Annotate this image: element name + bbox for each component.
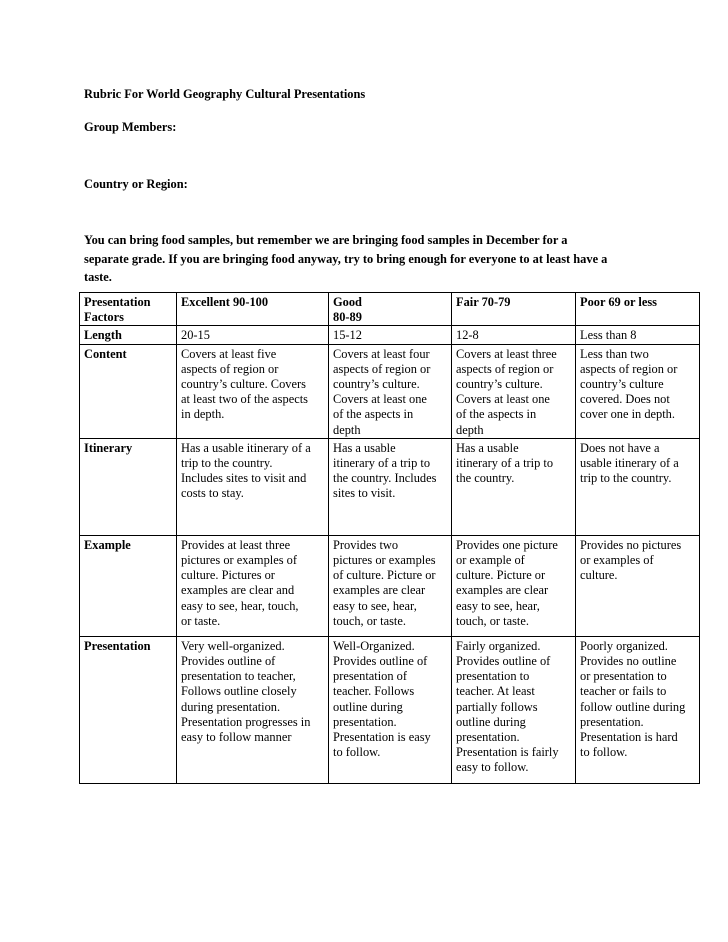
criteria-text-line: Provides outline of: [333, 654, 428, 669]
criteria-text-line: presentation of: [333, 669, 407, 684]
rubric-header-row: [80, 293, 700, 326]
criteria-text-line: aspects of region or: [181, 361, 279, 376]
note-line: separate grade. If you are bringing food anyway, try to bring enough for everyone to at least have a: [84, 251, 608, 266]
criteria-text-line: easy to follow manner: [181, 730, 292, 745]
criteria-text-line: in depth.: [181, 407, 225, 422]
factor-cell: Example: [80, 535, 177, 636]
criteria-cell-fair: [452, 344, 576, 438]
criteria-text-line: covered. Does not: [580, 392, 670, 407]
header-text-line: Poor 69 or less: [580, 295, 657, 309]
criteria-cell-fair: [452, 636, 576, 783]
criteria-text-line: Well-Organized.: [333, 638, 415, 653]
criteria-text-line: depth: [456, 422, 484, 437]
criteria-cell-poor: [576, 326, 700, 344]
criteria-cell-poor: [576, 535, 700, 636]
criteria-text-line: itinerary of a trip to: [333, 456, 431, 471]
criteria-text-line: 15-12: [333, 328, 362, 343]
criteria-text-line: Presentation is easy: [333, 730, 431, 745]
criteria-text-line: usable itinerary of a: [580, 456, 679, 471]
criteria-text-line: the country. Includes: [333, 471, 437, 486]
criteria-cell-excellent: [177, 636, 329, 783]
criteria-text-line: outline during: [456, 714, 526, 729]
header-text-line: Factors: [84, 310, 124, 325]
criteria-text-line: outline during: [333, 699, 403, 714]
header-text-line: Fair 70-79: [456, 295, 511, 309]
food-samples-note: [84, 231, 664, 287]
criteria-text-line: Presentation progresses in: [181, 714, 311, 729]
criteria-text-line: teacher. Follows: [333, 684, 415, 699]
criteria-cell-good: [329, 636, 452, 783]
criteria-text-line: Very well-organized.: [181, 638, 285, 653]
criteria-cell-good: [329, 326, 452, 344]
criteria-cell-excellent: [177, 438, 329, 535]
header-text-line: 80-89: [333, 310, 362, 325]
country-region-label: Country or Region:: [84, 177, 188, 191]
criteria-text-line: pictures or examples: [333, 553, 436, 568]
header-text-line: Presentation: [84, 295, 151, 309]
criteria-text-line: country’s culture. Covers: [181, 377, 306, 392]
criteria-cell-fair: [452, 326, 576, 344]
criteria-text-line: during presentation.: [181, 699, 281, 714]
rubric-row: [80, 636, 700, 783]
criteria-text-line: Less than 8: [580, 328, 637, 343]
criteria-text-line: examples are clear and: [181, 583, 295, 598]
criteria-text-line: of culture. Picture or: [333, 568, 436, 583]
criteria-text-line: to follow.: [333, 745, 381, 760]
criteria-text-line: presentation.: [580, 714, 644, 729]
rubric-row: [80, 344, 700, 438]
criteria-text-line: country’s culture.: [333, 377, 420, 392]
criteria-text-line: aspects of region or: [333, 361, 431, 376]
criteria-cell-poor: [576, 636, 700, 783]
note-line: taste.: [84, 270, 112, 284]
criteria-text-line: Provides no pictures: [580, 537, 682, 552]
document-title: Rubric For World Geography Cultural Presentations: [84, 87, 366, 101]
factor-cell: Content: [80, 344, 177, 438]
criteria-text-line: aspects of region or: [580, 361, 678, 376]
criteria-text-line: Fairly organized.: [456, 638, 541, 653]
criteria-text-line: presentation to: [456, 669, 530, 684]
criteria-text-line: Less than two: [580, 346, 649, 361]
criteria-text-line: of the aspects in: [333, 407, 414, 422]
criteria-cell-excellent: [177, 326, 329, 344]
criteria-text-line: culture. Picture or: [456, 568, 546, 583]
criteria-text-line: or taste.: [181, 613, 221, 628]
criteria-text-line: or presentation to: [580, 669, 667, 684]
criteria-text-line: presentation to teacher,: [181, 669, 296, 684]
criteria-text-line: partially follows: [456, 699, 538, 714]
criteria-text-line: Provides one picture: [456, 537, 558, 552]
criteria-text-line: follow outline during: [580, 699, 686, 714]
criteria-text-line: costs to stay.: [181, 486, 244, 501]
criteria-text-line: Provides outline of: [181, 654, 276, 669]
header-text-line: Good: [333, 295, 362, 309]
criteria-text-line: 20-15: [181, 328, 210, 343]
criteria-text-line: Does not have a: [580, 440, 660, 455]
rubric-header-cell: [452, 293, 576, 326]
criteria-text-line: Provides outline of: [456, 654, 551, 669]
criteria-text-line: Covers at least one: [333, 392, 427, 407]
criteria-text-line: of the aspects in: [456, 407, 537, 422]
criteria-text-line: easy to follow.: [456, 760, 529, 775]
criteria-text-line: Provides two: [333, 537, 399, 552]
criteria-cell-fair: [452, 438, 576, 535]
criteria-text-line: culture. Pictures or: [181, 568, 275, 583]
criteria-text-line: Presentation is hard: [580, 730, 678, 745]
factor-cell: Presentation: [80, 636, 177, 783]
criteria-text-line: culture.: [580, 568, 618, 583]
criteria-text-line: Provides at least three: [181, 537, 291, 552]
criteria-cell-good: [329, 438, 452, 535]
criteria-cell-excellent: [177, 344, 329, 438]
criteria-text-line: presentation.: [456, 730, 520, 745]
rubric-header-cell: [576, 293, 700, 326]
criteria-text-line: presentation.: [333, 714, 397, 729]
criteria-text-line: Covers at least three: [456, 346, 557, 361]
criteria-text-line: to follow.: [580, 745, 628, 760]
criteria-text-line: country’s culture.: [456, 377, 543, 392]
criteria-text-line: Has a usable: [456, 440, 519, 455]
criteria-text-line: Presentation is fairly: [456, 745, 559, 760]
criteria-text-line: Provides no outline: [580, 654, 677, 669]
criteria-cell-excellent: [177, 535, 329, 636]
criteria-cell-good: [329, 535, 452, 636]
criteria-text-line: easy to see, hear,: [456, 598, 540, 613]
criteria-text-line: Covers at least five: [181, 346, 277, 361]
criteria-text-line: pictures or examples of: [181, 553, 297, 568]
criteria-text-line: Poorly organized.: [580, 638, 668, 653]
rubric-table: [79, 292, 700, 784]
criteria-text-line: sites to visit.: [333, 486, 396, 501]
criteria-text-line: or examples of: [580, 553, 654, 568]
criteria-text-line: 12-8: [456, 328, 479, 343]
criteria-text-line: Has a usable: [333, 440, 396, 455]
criteria-text-line: Covers at least four: [333, 346, 430, 361]
criteria-text-line: touch, or taste.: [333, 613, 406, 628]
header-text-line: Excellent 90-100: [181, 295, 269, 309]
criteria-cell-fair: [452, 535, 576, 636]
factor-cell: Length: [80, 326, 177, 344]
criteria-text-line: trip to the country.: [580, 471, 672, 486]
criteria-text-line: Follows outline closely: [181, 684, 297, 699]
criteria-text-line: depth: [333, 422, 361, 437]
criteria-cell-good: [329, 344, 452, 438]
rubric-header-cell: [329, 293, 452, 326]
rubric-header-cell: [177, 293, 329, 326]
rubric-row: [80, 438, 700, 535]
group-members-label: Group Members:: [84, 120, 177, 134]
criteria-text-line: Includes sites to visit and: [181, 471, 307, 486]
criteria-cell-poor: [576, 344, 700, 438]
criteria-text-line: itinerary of a trip to: [456, 456, 554, 471]
criteria-text-line: at least two of the aspects: [181, 392, 308, 407]
criteria-text-line: or example of: [456, 553, 525, 568]
criteria-text-line: teacher or fails to: [580, 684, 667, 699]
criteria-text-line: country’s culture: [580, 377, 664, 392]
rubric-header-cell: [80, 293, 177, 326]
criteria-text-line: Covers at least one: [456, 392, 550, 407]
criteria-text-line: Has a usable itinerary of a: [181, 440, 311, 455]
criteria-cell-poor: [576, 438, 700, 535]
criteria-text-line: touch, or taste.: [456, 613, 529, 628]
criteria-text-line: examples are clear: [333, 583, 426, 598]
rubric-row: [80, 326, 700, 344]
criteria-text-line: aspects of region or: [456, 361, 554, 376]
criteria-text-line: cover one in depth.: [580, 407, 675, 422]
criteria-text-line: trip to the country.: [181, 456, 273, 471]
note-line: You can bring food samples, but remember we are bringing food samples in December for a: [84, 233, 568, 247]
criteria-text-line: easy to see, hear,: [333, 598, 417, 613]
criteria-text-line: the country.: [456, 471, 515, 486]
criteria-text-line: teacher. At least: [456, 684, 535, 699]
criteria-text-line: easy to see, hear, touch,: [181, 598, 299, 613]
rubric-row: [80, 535, 700, 636]
criteria-text-line: examples are clear: [456, 583, 549, 598]
factor-cell: Itinerary: [80, 438, 177, 535]
